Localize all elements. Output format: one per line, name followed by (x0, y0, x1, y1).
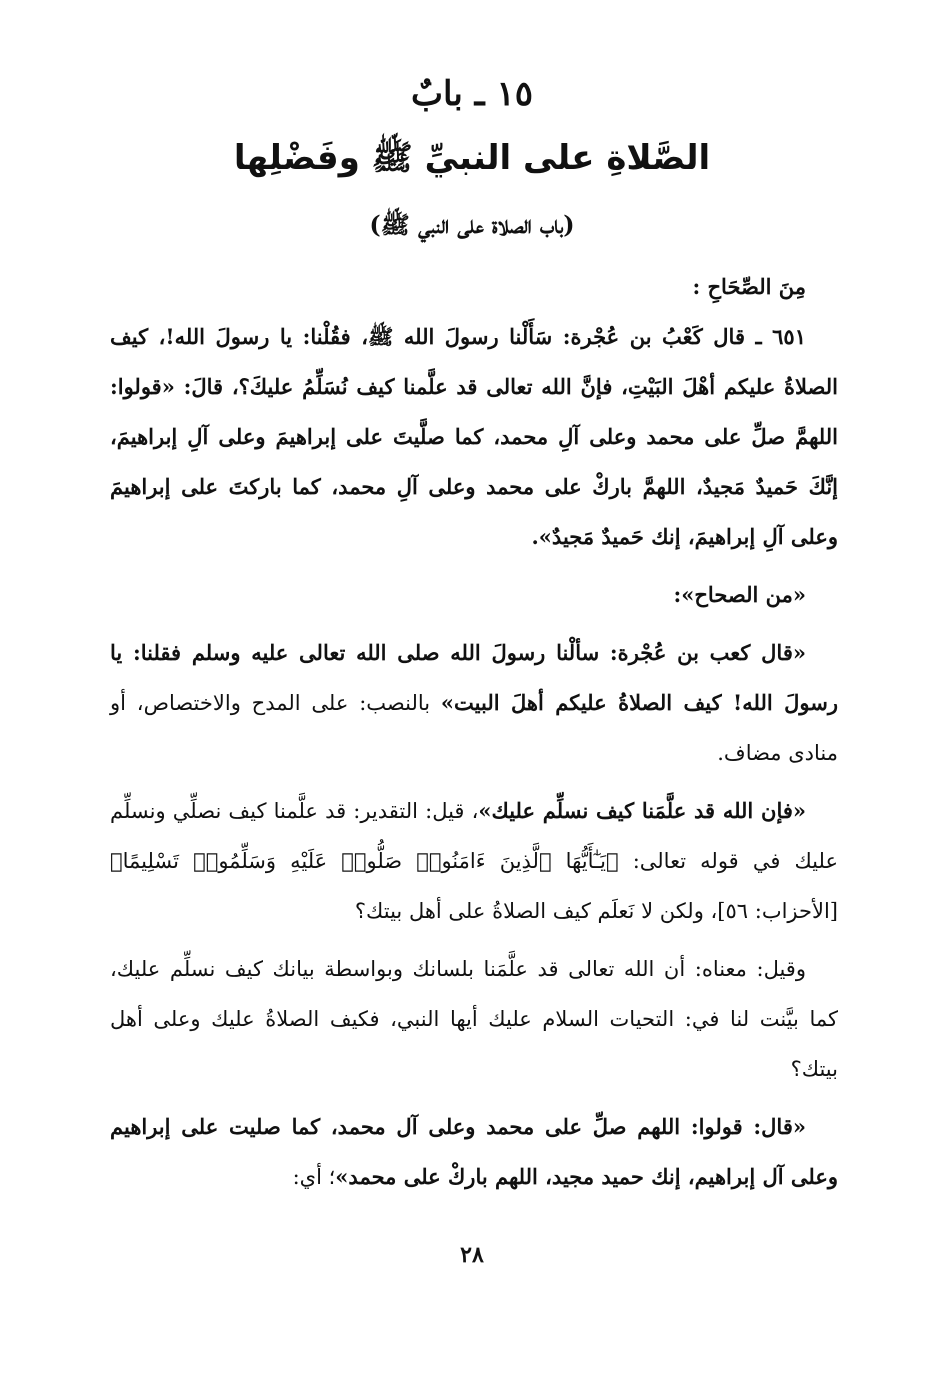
commentary-text: ؛ أي: (292, 1165, 336, 1189)
sub-title: (باب الصلاة على النبي ﷺ) (369, 210, 575, 239)
page-number: ٢٨ (460, 1242, 484, 1268)
commentary-paragraph-2 (110, 786, 838, 936)
chapter-heading: ١٥ ـ بابٌ (411, 74, 533, 114)
commentary-text: بالنصب: على المدح والاختصاص، أو منادى مضاف. (110, 691, 838, 765)
section-label: مِنَ الصِّحَاحِ : (692, 274, 806, 299)
quoted-hadith-segment: «فإن الله قد علَّمَنا كيف نسلِّم عليك» (478, 798, 807, 823)
hadith-text: ٦٥١ ـ قال كَعْبُ بن عُجْرة: سَأَلْنا رسولَ الله ﷺ، فقُلْنا: يا رسولَ الله!، كيف الصلاةُ عليكم أهْلَ البَيْتِ، فإنَّ الله تعالى قد علَّمنا كيف نُسَلِّمُ عليكَ؟، قالَ: «قولوا: اللهمَّ صلِّ على محمد وعلى آلِ محمد، كما صلَّيتَ على إبراهيمَ وعلى آلِ إبراهيمَ، إنَّكَ حَميدٌ مَجيدٌ، اللهمَّ باركْ على محمد وعلى آلِ محمد، كما باركتَ على إبراهيمَ وعلى آلِ إبراهيمَ، إنك حَميدٌ مَجيدٌ». (110, 324, 838, 549)
commentary-label: «من الصحاح»: (673, 582, 806, 607)
commentary-paragraph-4 (110, 1102, 838, 1202)
commentary-text: ، قيل: التقدير: قد علَّمنا كيف نصلِّي ونسلِّم عليك في قوله تعالى: ﴿يَـٰٓأَيُّهَا ٱلَّذِينَ ءَامَنُوا۟ صَلُّوا۟ عَلَيْهِ وَسَلِّمُوا۟ تَسْلِيمًا﴾ [الأحزاب: ٥٦]، ولكن لا نَعلَم كيف الصلاةُ على أهل بيتك؟ (110, 799, 838, 923)
body-text (110, 262, 838, 1202)
quoted-hadith-segment: «قال كعب بن عُجْرة: سألْنا رسولَ الله صلى الله تعالى عليه وسلم فقلنا: يا رسولَ الله! كيف الصلاةُ عليكم أهلَ البيت» (110, 640, 838, 715)
commentary-paragraph-3: وقيل: معناه: أن الله تعالى قد علَّمَنا بلسانك وبواسطة بيانك كيف نسلِّم عليك، كما بيَّنت لنا في: التحيات السلام عليك أيها النبي، فكيف الصلاةُ عليك وعلى أهل بيتك؟ (110, 957, 838, 1081)
commentary-paragraph-1 (110, 628, 838, 778)
chapter-title: الصَّلاةِ على النبيِّ ﷺ وفَضْلِها (233, 138, 711, 178)
quoted-hadith-segment: «قال: قولوا: اللهم صلِّ على محمد وعلى آل محمد، كما صليت على إبراهيم وعلى آل إبراهيم، إنك حميد مجيد، اللهم باركْ على محمد» (110, 1114, 838, 1189)
